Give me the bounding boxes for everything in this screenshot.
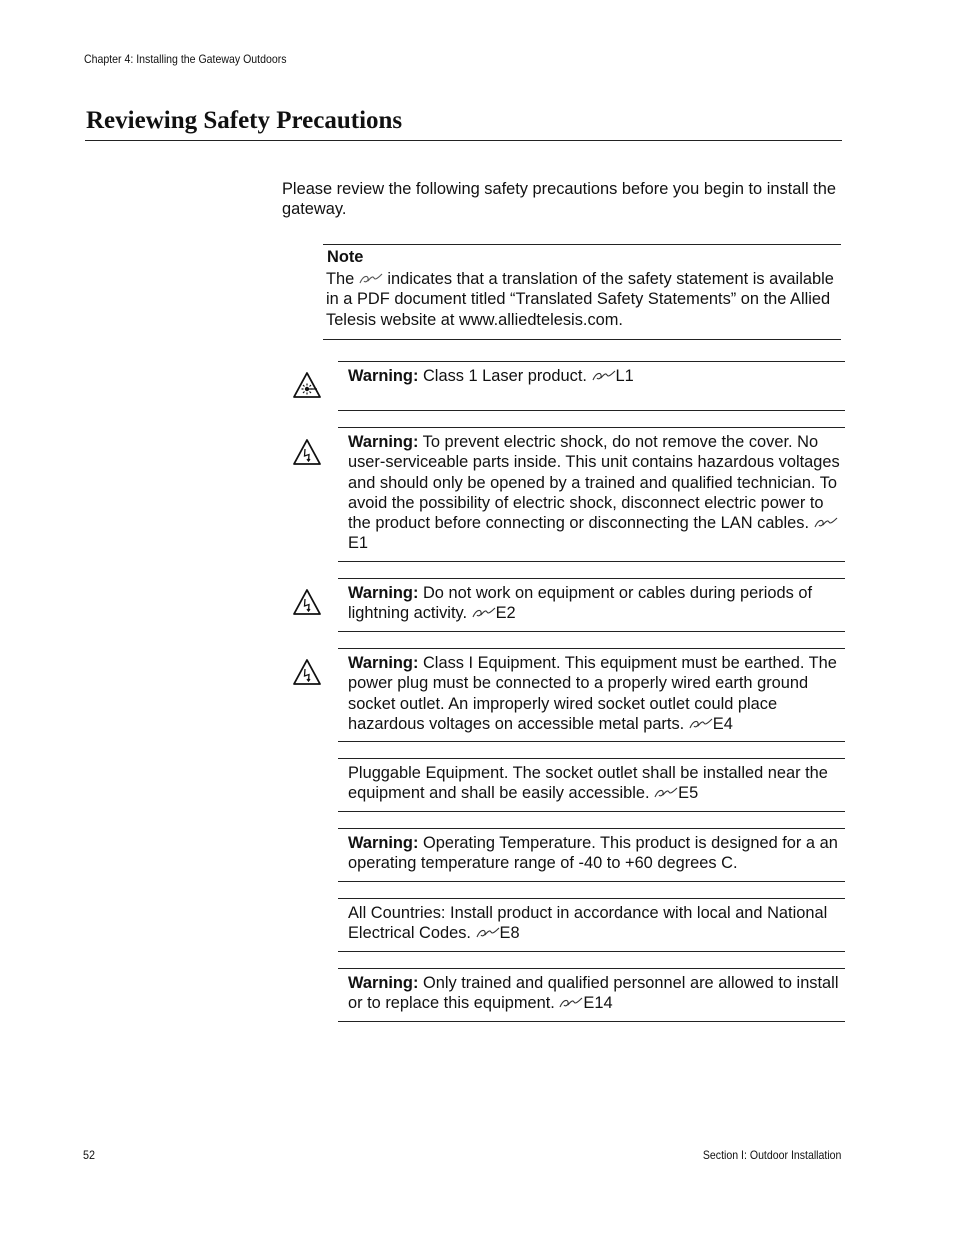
statement-body: Class 1 Laser product.	[422, 367, 587, 385]
statement-text	[348, 653, 845, 734]
translation-icon	[359, 273, 383, 285]
statement-body: Do not work on equipment or cables during periods of lightning activity.	[348, 584, 813, 623]
safety-statement	[338, 968, 845, 1022]
note-box	[323, 244, 841, 340]
statement-text	[348, 583, 845, 624]
statement-text	[348, 763, 845, 804]
statement-body: Only trained and qualified personnel are allowed to install or to replace this equipment.	[348, 974, 839, 1013]
translation-icon	[654, 787, 678, 799]
statement-text	[348, 973, 845, 1014]
statement-label: Warning:	[348, 834, 419, 852]
statement-body: Operating Temperature. This product is designed for a an operating temperature range of -40 to +60 degrees C.	[348, 834, 838, 873]
safety-statement	[338, 648, 845, 742]
statement-body: To prevent electric shock, do not remove the cover. No user-serviceable parts inside. This unit contains hazardous voltages and should only be opened by a trained and qualified technician. To avoid the possibility of electric shock, disconnect electric power to the product before connecting or disconnecting the LAN cables.	[348, 433, 840, 533]
statement-body: Class I Equipment. This equipment must be earthed. The power plug must be connected to a properly wired earth ground socket outlet. An improperly wired socket outlet could place hazardous voltages on accessible metal parts.	[348, 654, 837, 733]
safety-statement	[338, 427, 845, 562]
statement-text	[348, 903, 845, 944]
safety-statement	[338, 361, 845, 411]
statement-code: E1	[348, 534, 369, 553]
note-label: Note	[327, 248, 364, 266]
safety-statement	[338, 758, 845, 812]
electric-shock-warning-icon	[292, 587, 322, 617]
translation-icon	[689, 718, 713, 730]
statement-code: E2	[495, 604, 516, 623]
note-text	[326, 269, 840, 330]
statement-code: E14	[583, 994, 613, 1013]
page-number: 52	[83, 1148, 96, 1162]
statement-code: E4	[712, 714, 733, 733]
note-text-before: The	[326, 270, 355, 288]
safety-statement	[338, 578, 845, 632]
note-text-after: indicates that a translation of the safety statement is available in a PDF document titled “Translated Safety Statements” on the Allied Telesis website at www.alliedtelesis.com.	[326, 270, 834, 329]
statement-code: E8	[499, 924, 520, 943]
statement-label: Warning:	[348, 654, 419, 672]
page-title: Reviewing Safety Precautions	[86, 107, 403, 134]
statement-text	[348, 366, 845, 386]
running-header: Chapter 4: Installing the Gateway Outdoors	[84, 52, 287, 66]
safety-statement	[338, 828, 845, 882]
statement-body: Pluggable Equipment. The socket outlet shall be installed near the equipment and shall be easily accessible.	[348, 764, 828, 803]
statement-label: Warning:	[348, 584, 419, 602]
safety-statement	[338, 898, 845, 952]
laser-warning-icon	[292, 370, 322, 400]
translation-icon	[472, 607, 496, 619]
statement-label: Warning:	[348, 433, 419, 451]
electric-shock-warning-icon	[292, 657, 322, 687]
translation-icon	[476, 927, 500, 939]
statement-label: Warning:	[348, 367, 419, 385]
translation-icon	[559, 997, 583, 1009]
statement-body: All Countries: Install product in accordance with local and National Electrical Codes.	[348, 904, 828, 943]
translation-icon	[592, 370, 616, 382]
statement-code: L1	[615, 367, 634, 385]
statement-text	[348, 432, 845, 554]
statement-text	[348, 833, 845, 874]
section-footer: Section I: Outdoor Installation	[702, 1148, 841, 1162]
statement-label: Warning:	[348, 974, 419, 992]
translation-icon	[814, 517, 838, 529]
electric-shock-warning-icon	[292, 437, 322, 467]
statement-code: E5	[678, 784, 699, 803]
intro-paragraph: Please review the following safety precautions before you begin to install the gateway.	[282, 180, 836, 219]
title-rule	[85, 140, 842, 141]
